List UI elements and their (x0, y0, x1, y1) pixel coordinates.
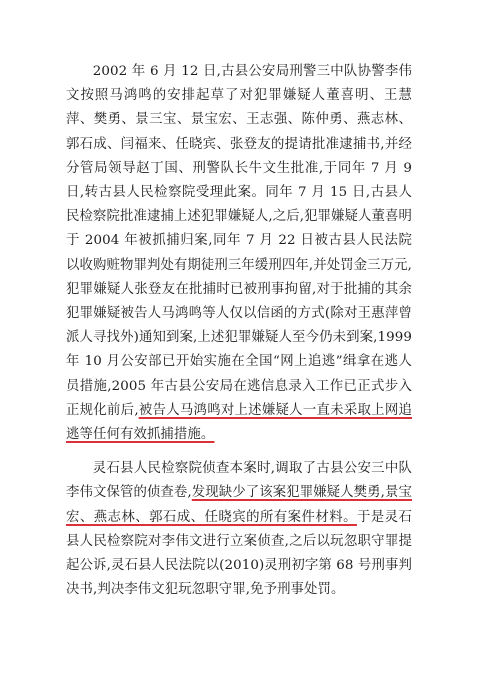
paragraph-2-text-end: 于是灵石县人民检察院对李伟文进行立案侦查,之后以玩忽职守罪提起公诉,灵石县人民法院以(2010)灵刑初字第 68 号刑事判决书,判决李伟文犯玩忽职守罪,免予刑事处罚。 (66, 509, 412, 598)
paragraph-2-text-start: 灵石县人民检察院侦查本案时,调取了古县公安三中队李伟文保管的侦查卷, (66, 461, 412, 501)
document-body (66, 60, 412, 602)
paragraph-1-underlined-text: 被告人马鸿鸣对上述嫌疑人一直未采取上网追逃等任何有效抓捕措施。 (66, 402, 412, 443)
paragraph-1 (66, 60, 412, 447)
paragraph-2 (66, 457, 412, 602)
paragraph-2-underlined-text: 发现缺少了该案犯罪嫌疑人樊勇,景宝宏、燕志林、郭石成、任晓宾的所有案件材料。 (66, 485, 412, 525)
paragraph-1-text: 2002 年 6 月 12 日,古县公安局刑警三中队协警李伟文按照马鸿鸣的安排起草了对犯罪嫌疑人董喜明、王慧萍、樊勇、景三宝、景宝宏、王志强、陈仲勇、燕志林、郭石成、闫福来、任晓宾、张登友的提请批准逮捕书,并经分管局领导赵丁国、刑警队长牛文生批准,于同年 7 月 9 日,转古县人民检察院受理此案。同年 7 月 15 日,古县人民检察院批准逮捕上述犯罪嫌疑人,之后,犯罪嫌疑人董喜明于 2004 年被抓捕归案,同年 7 月 22 日被古县人民法院以收购赃物罪判处有期徒刑三年缓刑四年,并处罚金三万元,犯罪嫌疑人张登友在批捕时已被刑事拘留,对于批捕的其余犯罪嫌疑被告人马鸿鸣等人仅以信函的方式(除对王惠萍曾派人寻找外)通知到案,上述犯罪嫌疑人至今仍未到案,1999 年 10 月公安部已开始实施在全国“网上追逃”缉拿在逃人员措施,2005 年古县公安局在逃信息录入工作已正式步入正规化前后, (66, 64, 412, 418)
